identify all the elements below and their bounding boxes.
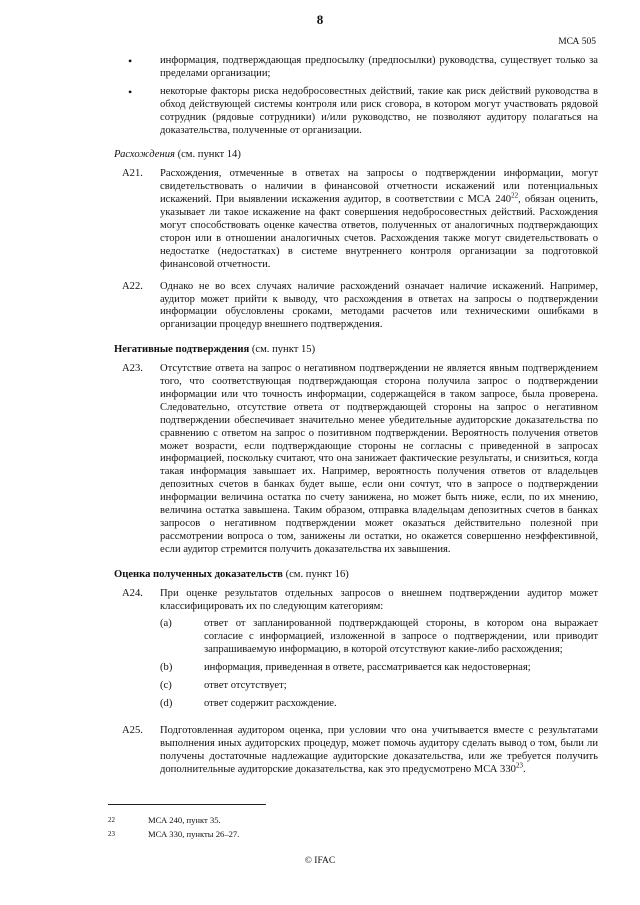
section-ref: (см. пункт 14)	[177, 149, 241, 161]
paragraph-number: A24.	[122, 587, 143, 599]
bullet-item	[108, 86, 598, 138]
section-heading-discrepancies	[114, 149, 598, 162]
paragraph-body	[160, 588, 598, 716]
paragraph-number: A22.	[122, 280, 143, 292]
footnote-ref[interactable]: 22	[511, 191, 519, 200]
footnote-text: МСА 240, пункт 35.	[148, 815, 221, 825]
paragraph-a23	[108, 363, 598, 557]
list-item	[160, 680, 598, 693]
paragraph-text	[160, 168, 598, 271]
footnote	[108, 827, 508, 841]
list-item-text: информация, приведенная в ответе, рассматривается как недостоверная;	[204, 662, 531, 674]
bullet-text: информация, подтверждающая предпосылку (предпосылки) руководства, существует только за пределами организации;	[160, 55, 598, 79]
footnote	[108, 813, 508, 827]
paragraph-a24	[108, 588, 598, 716]
page-number: 8	[316, 12, 324, 27]
section-title: Негативные подтверждения	[114, 344, 250, 356]
paragraph-a21	[108, 168, 598, 271]
section-title: Расхождения	[114, 149, 175, 161]
footnote-number: 23	[108, 830, 115, 838]
bullet-icon: •	[128, 84, 133, 99]
section-heading-negative	[114, 344, 598, 357]
paragraph-text: Однако не во всех случаях наличие расхождений означает наличие искажений. Например, аудитор может прийти к выводу, что расхождения в ответах на запросы о подтверждении информации обусловлены сроками, методами расчетов или техническими ошибками в организации процедур внешнего подтверждения.	[160, 280, 598, 331]
paragraph-text-part: Расхождения, отмеченные в ответах на запросы о подтверждении информации, могут свидетельствовать о наличии в финансовой отчетности искажений или потенциальных искажений. При выявлении искажения аудитор, в соответствии с МСА 240	[160, 168, 598, 206]
footnote-number: 22	[108, 816, 115, 824]
list-item-label: (c)	[160, 680, 172, 692]
paragraph-a22	[108, 281, 598, 333]
section-heading-evaluation	[114, 569, 598, 582]
footnote-text: МСА 330, пункты 26–27.	[148, 829, 240, 839]
paragraph-number: A21.	[122, 168, 143, 180]
section-ref: (см. пункт 15)	[251, 344, 316, 356]
list-item-text: ответ от запланированной подтверждающей стороны, в котором она выражает согласие с информацией, изложенной в запросе о подтверждении, или приводит запрашиваемую информацию, в которой отсутствуют какие-либо расхождения;	[204, 618, 598, 656]
footnotes	[108, 813, 508, 841]
list-item-text: ответ отсутствует;	[204, 680, 287, 692]
footnote-divider	[108, 804, 266, 805]
paragraph-text-part: Подготовленная аудитором оценка, при условии что она учитывается вместе с результатами выполнения иных аудиторских процедур, может помочь аудитору сделать вывод о том, были ли получены достаточные надлежащие аудиторские доказательства, или же требуется получить дополнительные аудиторские доказательства, как это предусмотрено МСА 330	[160, 724, 598, 775]
bullet-text: некоторые факторы риска недобросовестных действий, такие как риск действий руководства в обход действующей системы контроля или риск сговора, в котором могут участвовать рядовой сотрудник (рядовые сотрудники) и/или руководство, не позволяют аудитору полагаться на доказательства, полученные от организации.	[160, 85, 598, 136]
paragraph-text-part: , обязан оценить, указывает ли такое искажение на факт совершения недобросовестных действий. Расхождения могут способствовать оценке качества ответов, полученных от аналогичных подтверждающих сторон или в отношении аналогичных счетов. Расхождения также могут свидетельствовать о недостатке (недостатках) в системе внутреннего контроля организации за подготовкой финансовой отчетности.	[160, 194, 598, 270]
list-item-label: (b)	[160, 662, 173, 674]
paragraph-text: Отсутствие ответа на запрос о негативном подтверждении не является явным подтверждением того, что соответствующая подтверждающая сторона получила запрос о подтверждении информации или что точность информации, содержащейся в таком запросе, была проверена. Следовательно, отсутствие ответа от подтверждающей стороны на запрос о негативном подтверждении обеспечивает значительно менее убедительные аудиторские доказательства по сравнению с ответом на запрос о позитивном подтверждении. Вероятность получения ответов может возрасти, если подтверждающие стороны не согласны с приведенной в запросах информацией, поскольку считают, что она занижает фактические результаты, и снизиться, когда такая информация завышает их. Например, вероятность получения ответов от владельцев депозитных счетов в банках будет выше, если они сочтут, что в запросе о подтверждении информации величина остатка по счету занижена, но может быть ниже, если, по их мнению, величина остатка завышена. Таким образом, отправка владельцам депозитных счетов в банках запросов о негативном подтверждении может оказаться действительно полезной при рассмотрении вопроса о том, занижены ли остатки, но окажется совершенно неэффективной, если аудитор стремится получить доказательства их завышения.	[160, 363, 598, 555]
list-item	[160, 698, 598, 711]
section-ref: (см. пункт 16)	[285, 568, 349, 580]
paragraph-number: A25.	[122, 724, 143, 736]
list-item-label: (d)	[160, 697, 173, 709]
paragraph-text: При оценке результатов отдельных запросов о внешнем подтверждении аудитор может классифицировать их по следующим категориям:	[160, 587, 598, 612]
paragraph-text-part: .	[522, 763, 526, 775]
page-content	[108, 55, 598, 786]
paragraph-number: A23.	[122, 363, 143, 375]
page-footer: © IFAC	[304, 856, 336, 866]
list-item	[160, 618, 598, 657]
section-title: Оценка полученных доказательств	[114, 568, 283, 580]
list-item	[160, 662, 598, 675]
list-item-label: (a)	[160, 618, 172, 630]
bullet-item	[108, 55, 598, 81]
bullet-icon: •	[128, 54, 133, 68]
footnote-ref[interactable]: 23	[515, 761, 523, 770]
paragraph-a25	[108, 725, 598, 777]
standard-code: МСА 505	[558, 37, 596, 47]
paragraph-text	[160, 725, 598, 777]
list-item-text: ответ содержит расхождение.	[204, 697, 337, 709]
